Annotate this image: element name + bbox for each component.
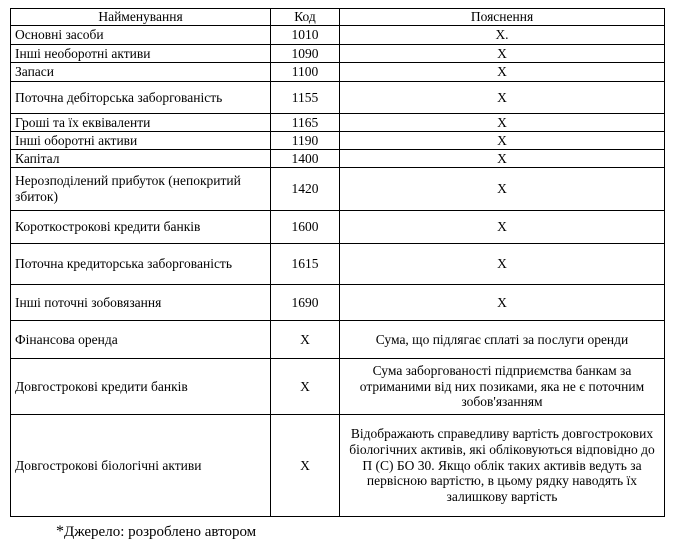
row-note: Сума, що підлягає сплаті за послуги оренди <box>340 321 665 359</box>
row-name: Поточна дебіторська заборгованість <box>11 82 271 114</box>
row-code: 1600 <box>271 211 340 244</box>
row-name: Короткострокові кредити банків <box>11 211 271 244</box>
table-row <box>11 244 665 285</box>
row-code: 1400 <box>271 150 340 168</box>
row-note: X <box>340 63 665 82</box>
table-row <box>11 211 665 244</box>
footnote-text: Джерело: розроблено автором <box>64 524 257 540</box>
table-row <box>11 285 665 321</box>
row-note: X <box>340 244 665 285</box>
row-code: 1615 <box>271 244 340 285</box>
row-name: Поточна кредиторська заборгованість <box>11 244 271 285</box>
row-note: Відображають справедливу вартість довгострокових біологічних активів, які обліковуються відповідно до П (С) БО 30. Якщо облік таких активів ведуть за первісною вартістю, в цьому рядку наводять їх залишкову вартість <box>340 415 665 517</box>
row-name: Основні засоби <box>11 26 271 45</box>
row-code: X <box>271 321 340 359</box>
row-note: X <box>340 168 665 211</box>
row-name: Гроші та їх еквіваленти <box>11 114 271 132</box>
row-note: X <box>340 150 665 168</box>
table-row <box>11 415 665 517</box>
row-code: 1420 <box>271 168 340 211</box>
table-row <box>11 359 665 415</box>
row-note: X <box>340 45 665 63</box>
row-code: 1165 <box>271 114 340 132</box>
table-row <box>11 82 665 114</box>
row-name: Фінансова оренда <box>11 321 271 359</box>
row-code: 1100 <box>271 63 340 82</box>
table-row <box>11 114 665 132</box>
row-code: 1690 <box>271 285 340 321</box>
table-row <box>11 63 665 82</box>
row-code: 1090 <box>271 45 340 63</box>
header-note: Пояснення <box>340 9 665 26</box>
row-name: Інші необоротні активи <box>11 45 271 63</box>
table-row <box>11 168 665 211</box>
row-code: X <box>271 415 340 517</box>
footnote-marker: * <box>56 523 64 540</box>
row-name: Нерозподілений прибуток (непокритий збиток) <box>11 168 271 211</box>
row-name: Капітал <box>11 150 271 168</box>
row-code: 1155 <box>271 82 340 114</box>
row-name: Інші поточні зобовязання <box>11 285 271 321</box>
table-row <box>11 150 665 168</box>
table-row <box>11 26 665 45</box>
row-name: Інші оборотні активи <box>11 132 271 150</box>
row-note: X <box>340 114 665 132</box>
table-row <box>11 321 665 359</box>
row-note: X <box>340 132 665 150</box>
table-row <box>11 45 665 63</box>
row-code: 1190 <box>271 132 340 150</box>
header-code: Код <box>271 9 340 26</box>
header-name: Найменування <box>11 9 271 26</box>
row-note: X <box>340 82 665 114</box>
row-name: Довгострокові кредити банків <box>11 359 271 415</box>
row-code: 1010 <box>271 26 340 45</box>
row-note: X. <box>340 26 665 45</box>
table-header-row <box>11 9 665 26</box>
row-note: Сума заборгованості підприємства банкам за отриманими від них позиками, яка не є поточним зобов'язанням <box>340 359 665 415</box>
row-note: X <box>340 285 665 321</box>
balance-items-table <box>10 8 665 517</box>
source-footnote <box>56 523 256 541</box>
row-code: X <box>271 359 340 415</box>
row-name: Запаси <box>11 63 271 82</box>
table-row <box>11 132 665 150</box>
row-note: X <box>340 211 665 244</box>
row-name: Довгострокові біологічні активи <box>11 415 271 517</box>
